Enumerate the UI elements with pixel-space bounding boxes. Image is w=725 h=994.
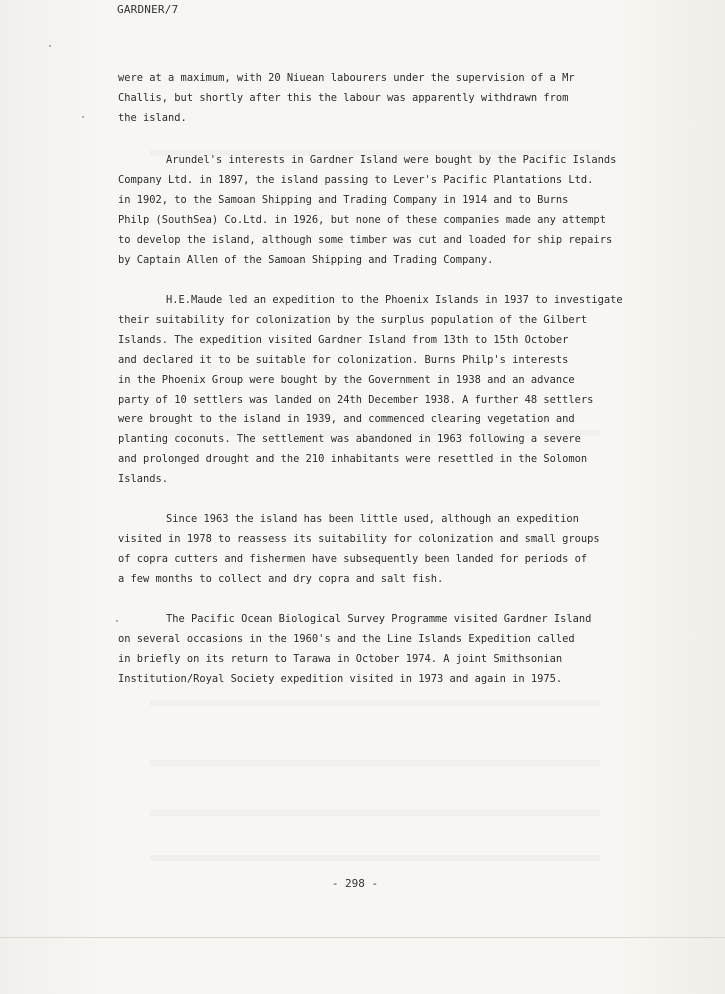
- paragraph-survey-expeditions: The Pacific Ocean Biological Survey Programme visited Gardner Island on several occasions in the 1960's and the Line Islands Expedition called in briefly on its return to Tarawa in October 1974. A joint Smithsonian Institution/Royal Society expedition visited in 1973 and again in 1975.: [118, 613, 592, 685]
- page-number: - 298 -: [331, 877, 379, 890]
- margin-mark: [82, 116, 84, 118]
- paragraph-maude-expedition: H.E.Maude led an expedition to the Phoenix Islands in 1937 to investigate their suitability for colonization by the surplus population of the Gilbert Islands. The expedition visited Gardner Island from 13th to 15th October and declared it to be suitable for colonization. Burns Philp's interests in the Phoenix Group were bought by the Government in 1938 and an advance party of 10 settlers was landed on 24th December 1938. A further 48 settlers were brought to the island in 1939, and commenced clearing vegetation and planting coconuts. The settlement was abandoned in 1963 following a severe and prolonged drought and the 210 inhabitants were resettled in the Solomon Islands.: [118, 294, 623, 486]
- show-through-line: [150, 760, 600, 766]
- page-edge-divider: [0, 937, 725, 938]
- margin-mark: [49, 45, 51, 47]
- show-through-line: [150, 855, 600, 861]
- document-code-header: GARDNER/7: [117, 3, 179, 16]
- paragraph-labour-continuation: were at a maximum, with 20 Niuean labourers under the supervision of a Mr Challis, but shortly after this the labour was apparently withdrawn from the island.: [118, 72, 575, 124]
- show-through-line: [150, 810, 600, 816]
- show-through-line: [150, 700, 600, 706]
- paragraph-since-1963: Since 1963 the island has been little used, although an expedition visited in 1978 to reassess its suitability for colonization and small groups of copra cutters and fishermen have subsequently been landed for periods of a few months to collect and dry copra and salt fish.: [118, 513, 600, 585]
- paragraph-arundel-interests: Arundel's interests in Gardner Island were bought by the Pacific Islands Company Ltd. in 1897, the island passing to Lever's Pacific Plantations Ltd. in 1902, to the Samoan Shipping and Trading Company in 1914 and to Burns Philp (SouthSea) Co.Ltd. in 1926, but none of these companies made any attempt to develop the island, although some timber was cut and loaded for ship repairs by Captain Allen of the Samoan Shipping and Trading Company.: [118, 154, 617, 266]
